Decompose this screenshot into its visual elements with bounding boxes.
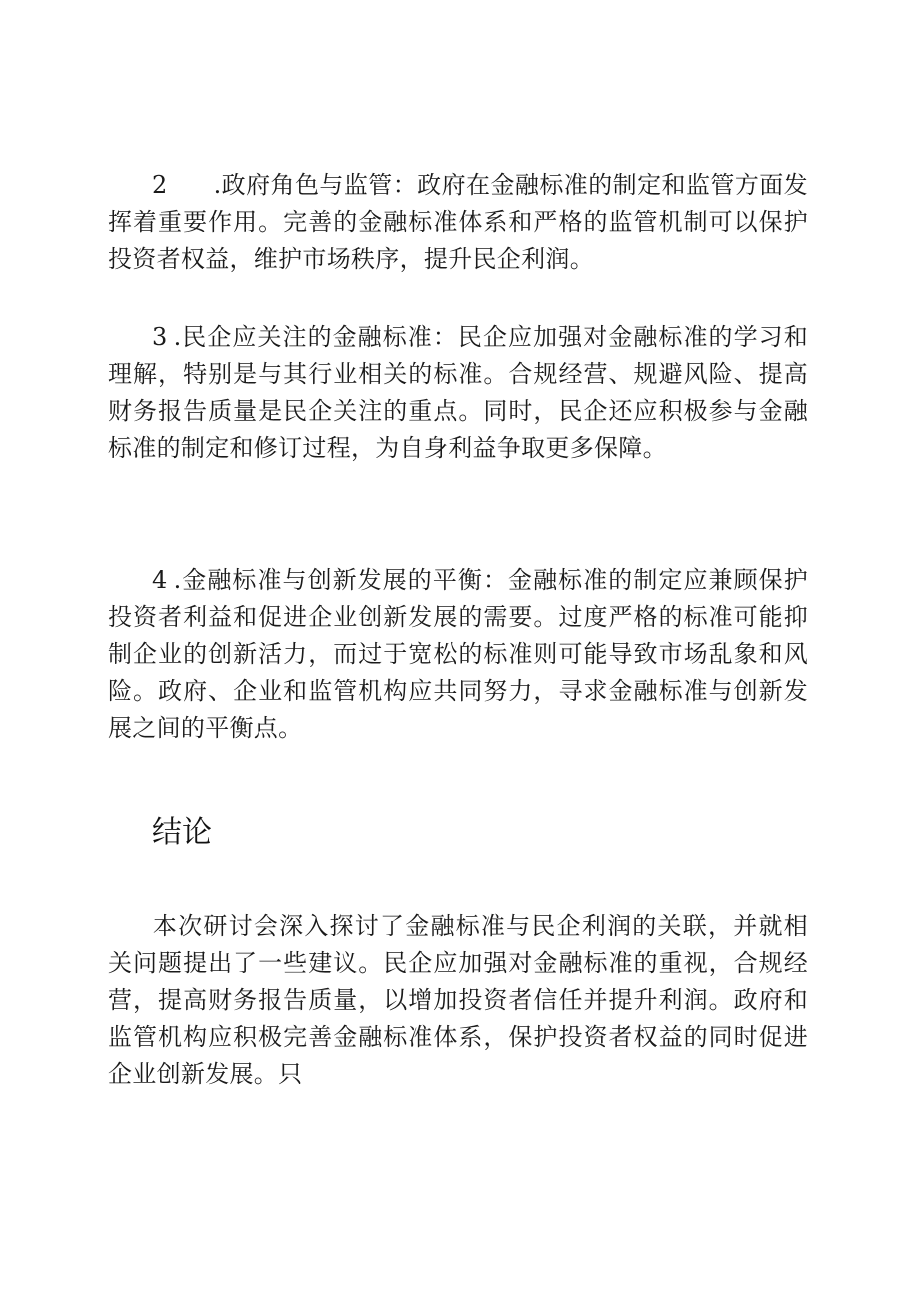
item-number: 3 — [152, 323, 168, 351]
item-number: 4 — [152, 566, 168, 594]
list-item-2 — [108, 167, 808, 278]
conclusion-text: 本次研讨会深入探讨了金融标准与民企利润的关联，并就相关问题提出了一些建议。民企应加强对金融标准的重视，合规经营，提高财务报告质量，以增加投资者信任并提升利润。政府和监管机构应积极完善金融标准体系，保护投资者权益的同时促进企业创新发展。只 — [108, 912, 808, 1088]
item-text: .民企应关注的金融标准：民企应加强对金融标准的学习和理解，特别是与其行业相关的标准。合规经营、规避风险、提高财务报告质量是民企关注的重点。同时，民企还应积极参与金融标准的制定和修订过程，为自身利益争取更多保障。 — [108, 323, 808, 462]
conclusion-paragraph — [108, 908, 808, 1093]
list-item-3 — [108, 319, 808, 467]
list-item-4 — [108, 562, 808, 747]
item-text: .政府角色与监管：政府在金融标准的制定和监管方面发挥着重要作用。完善的金融标准体系和严格的监管机制可以保护投资者权益，维护市场秩序，提升民企利润。 — [108, 171, 808, 273]
item-text: .金融标准与创新发展的平衡：金融标准的制定应兼顾保护投资者利益和促进企业创新发展的需要。过度严格的标准可能抑制企业的创新活力，而过于宽松的标准则可能导致市场乱象和风险。政府、企业和监管机构应共同努力，寻求金融标准与创新发展之间的平衡点。 — [108, 566, 808, 742]
item-number: 2 — [152, 171, 168, 199]
section-heading-conclusion: 结论 — [152, 815, 212, 850]
